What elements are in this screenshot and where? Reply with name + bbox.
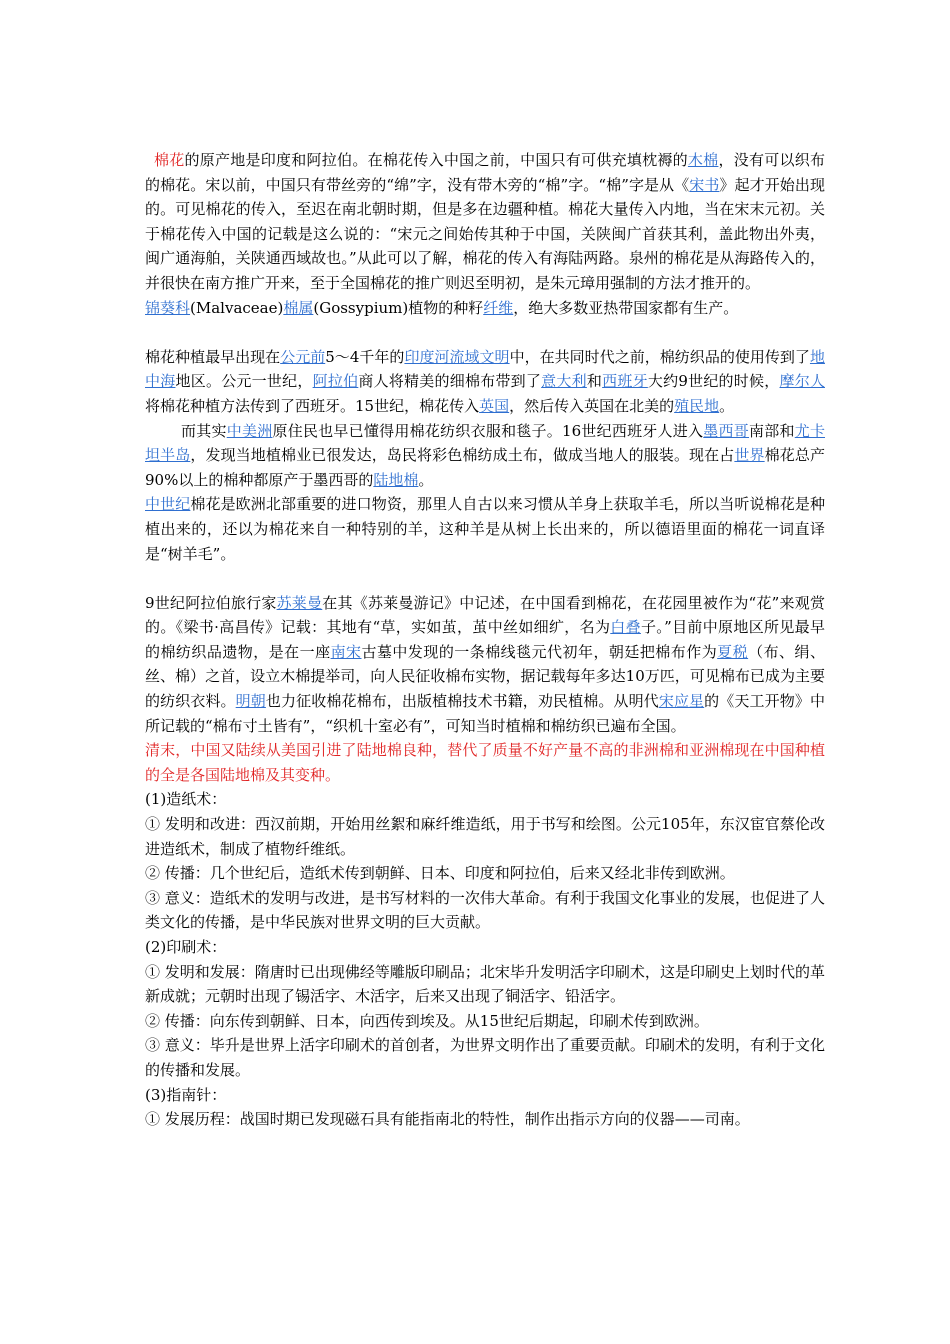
text-run: (1)造纸术：: [145, 790, 227, 809]
text-run: 9世纪阿拉伯旅行家: [145, 593, 277, 612]
hyperlink[interactable]: 尤卡坦半岛: [145, 421, 825, 465]
text-run: 商人将精美的细棉布带到了: [358, 372, 542, 391]
highlighted-text: 清末，中国又陆续从美国引进了陆地棉良种，替代了质量不好产量不高的非洲棉和亚洲棉现在中国种植的全是各国陆地棉及其变种。: [145, 741, 825, 784]
hyperlink[interactable]: 宋书: [689, 175, 720, 194]
paragraph: [145, 886, 825, 935]
hyperlink[interactable]: 陆地棉: [373, 470, 419, 489]
text-run: 中，在共同时代之前，棉纺织品的使用传到了: [509, 347, 810, 366]
text-run: ③ 意义：毕升是世界上活字印刷术的首创者，为世界文明作出了重要贡献。印刷术的发明，有利于文化的传播和发展。: [145, 1036, 825, 1079]
text-run: ，没有可以织布的棉花。宋以前，中国只有带丝旁的“绵”字，没有带木旁的“棉”字。“棉”字是从《: [145, 151, 825, 194]
hyperlink[interactable]: 西班牙: [602, 372, 648, 391]
text-run: （布、绢、丝、棉）之首，设立木棉提举司，向人民征收棉布实物，据记载每年多达10万匹，可见棉布已成为主要的纺织衣料。: [145, 642, 825, 711]
text-run: (2)印刷术：: [145, 938, 227, 956]
text-run: ① 发明和改进：西汉前期，开始用丝絮和麻纤维造纸，用于书写和绘图。公元105年，东汉宦官蔡伦改进造纸术，制成了植物纤维纸。: [145, 815, 825, 858]
paragraph: [145, 935, 825, 960]
paragraph: [145, 960, 825, 1009]
blank-line: [145, 566, 825, 591]
text-run: (3)指南针：: [145, 1085, 227, 1104]
hyperlink[interactable]: 木棉: [687, 151, 719, 169]
paragraph: [145, 591, 825, 739]
paragraph: [145, 1009, 825, 1034]
highlighted-text: 棉花: [154, 151, 185, 169]
paragraph: [145, 492, 825, 566]
text-run: 子。”目前中原地区所见最早的棉纺织品遗物，是在一座: [145, 618, 825, 661]
text-run: ① 发展历程：战国时期已发现磁石具有能指南北的特性，制作出指示方向的仪器——司南。: [145, 1110, 750, 1129]
text-run: (Gossypium)植物的种籽: [313, 298, 484, 317]
text-run: (Malvaceae): [190, 298, 284, 317]
paragraph: [145, 419, 825, 493]
paragraph: [145, 1083, 825, 1108]
hyperlink[interactable]: 棉属: [283, 298, 314, 317]
hyperlink[interactable]: 夏税: [717, 642, 749, 661]
text-run: 南部和: [749, 421, 795, 440]
text-run: ② 传播：几个世纪后，造纸术传到朝鲜、日本、印度和阿拉伯，后来又经北非传到欧洲。: [145, 864, 735, 883]
paragraph: [145, 1107, 825, 1132]
hyperlink[interactable]: 墨西哥: [703, 421, 750, 440]
hyperlink[interactable]: 白叠: [610, 618, 641, 637]
text-run: ，发现当地植棉业已很发达，岛民将彩色棉纺成土布，做成当地人的服装。现在占: [190, 446, 735, 465]
hyperlink[interactable]: 阿拉伯: [312, 372, 359, 391]
text-run: 》起才开始出现的。可见棉花的传入，至迟在南北朝时期，但是多在边疆种植。棉花大量传入内地，当在宋末元初。关于棉花传入中国的记载是这么说的：“宋元之间始传其种于中国，关陕闽广首获其利，盖此物出外夷，闽广通海舶，关陕通西域故也。”从此可以了解，棉花的传入有海陆两路。泉州的棉花是从海路传入的，并很快在南方推广开来，至于全国棉花的推广则迟至明初，是朱元璋用强制的方法才推开的。: [145, 175, 825, 292]
text-run: 地区。公元一世纪，: [175, 372, 313, 391]
hyperlink[interactable]: 意大利: [541, 372, 587, 391]
text-run: 大约9世纪的时候，: [647, 372, 780, 391]
hyperlink[interactable]: 中世纪: [145, 495, 191, 514]
hyperlink[interactable]: 印度河流域文明: [404, 347, 510, 366]
text-run: 。: [418, 470, 434, 489]
paragraph: [145, 148, 825, 296]
text-run: 将棉花种植方法传到了西班牙。15世纪，棉花传入: [145, 396, 480, 415]
document-body: [145, 148, 825, 1132]
text-run: 棉花总产90%以上的棉种都原产于墨西哥的: [145, 446, 825, 489]
hyperlink[interactable]: 公元前: [280, 347, 326, 366]
paragraph: [145, 861, 825, 886]
text-run: 。: [719, 396, 735, 415]
paragraph: [145, 1033, 825, 1082]
hyperlink[interactable]: 宋应星: [658, 692, 705, 711]
text-run: 的原产地是印度和阿拉伯。在棉花传入中国之前，中国只有可供充填枕褥的: [184, 151, 688, 169]
text-run: ③ 意义：造纸术的发明与改进，是书写材料的一次伟大革命。有利于我国文化事业的发展，也促进了人类文化的传播，是中华民族对世界文明的巨大贡献。: [145, 888, 825, 932]
hyperlink[interactable]: 世界: [734, 446, 765, 465]
blank-line: [145, 320, 825, 345]
text-run: 在其《苏莱曼游记》中记述，在中国看到棉花，在花园里被作为“花”来观赏的。《梁书·高昌传》记载：其地有“草，实如茧，茧中丝如细纩，名为: [145, 593, 826, 637]
hyperlink[interactable]: 地中海: [145, 347, 825, 391]
paragraph: [145, 787, 825, 812]
hyperlink[interactable]: 摩尔人: [779, 372, 825, 391]
text-run: 棉花种植最早出现在: [145, 347, 281, 366]
paragraph: [145, 812, 825, 861]
text-run: 也力征收棉花棉布，出版植棉技术书籍，劝民植棉。从明代: [265, 692, 659, 711]
hyperlink[interactable]: 英国: [479, 396, 510, 415]
text-run: 5～4千年的: [325, 347, 405, 366]
text-run: 和: [586, 372, 603, 391]
hyperlink[interactable]: 明朝: [235, 692, 266, 711]
text-run: 棉花是欧洲北部重要的进口物资，那里人自古以来习惯从羊身上获取羊毛，所以当听说棉花是种植出来的，还以为棉花来自一种特别的羊，这种羊是从树上长出来的，所以德语里面的棉花一词直译是“树羊毛”。: [145, 495, 825, 563]
hyperlink[interactable]: 纤维: [483, 298, 514, 317]
text-run: ，然后传入英国在北美的: [509, 396, 675, 415]
paragraph: [145, 345, 825, 419]
text-run: 的《天工开物》中所记载的“棉布寸土皆有”，“织机十室必有”，可知当时植棉和棉纺织已遍布全国。: [145, 692, 825, 735]
hyperlink[interactable]: 苏莱曼: [276, 593, 323, 612]
paragraph: [145, 296, 825, 321]
hyperlink[interactable]: 中美洲: [226, 421, 273, 440]
hyperlink[interactable]: 南宋: [330, 642, 362, 661]
text-run: ① 发明和发展：隋唐时已出现佛经等雕版印刷品；北宋毕升发明活字印刷术，这是印刷史上划时代的革新成就；元朝时出现了锡活字、木活字，后来又出现了铜活字、铅活字。: [145, 962, 825, 1006]
hyperlink[interactable]: 殖民地: [674, 396, 720, 415]
hyperlink[interactable]: 锦葵科: [145, 298, 191, 317]
text-run: 原住民也早已懂得用棉花纺织衣服和毯子。16世纪西班牙人进入: [272, 421, 704, 440]
text-run: 古墓中发现的一条棉线毯元代初年，朝廷把棉布作为: [361, 642, 718, 661]
text-run: ，绝大多数亚热带国家都有生产。: [513, 298, 739, 317]
text-run: 而其实: [181, 421, 227, 440]
text-run: ② 传播：向东传到朝鲜、日本，向西传到埃及。从15世纪后期起，印刷术传到欧洲。: [145, 1011, 709, 1030]
paragraph: [145, 738, 825, 787]
